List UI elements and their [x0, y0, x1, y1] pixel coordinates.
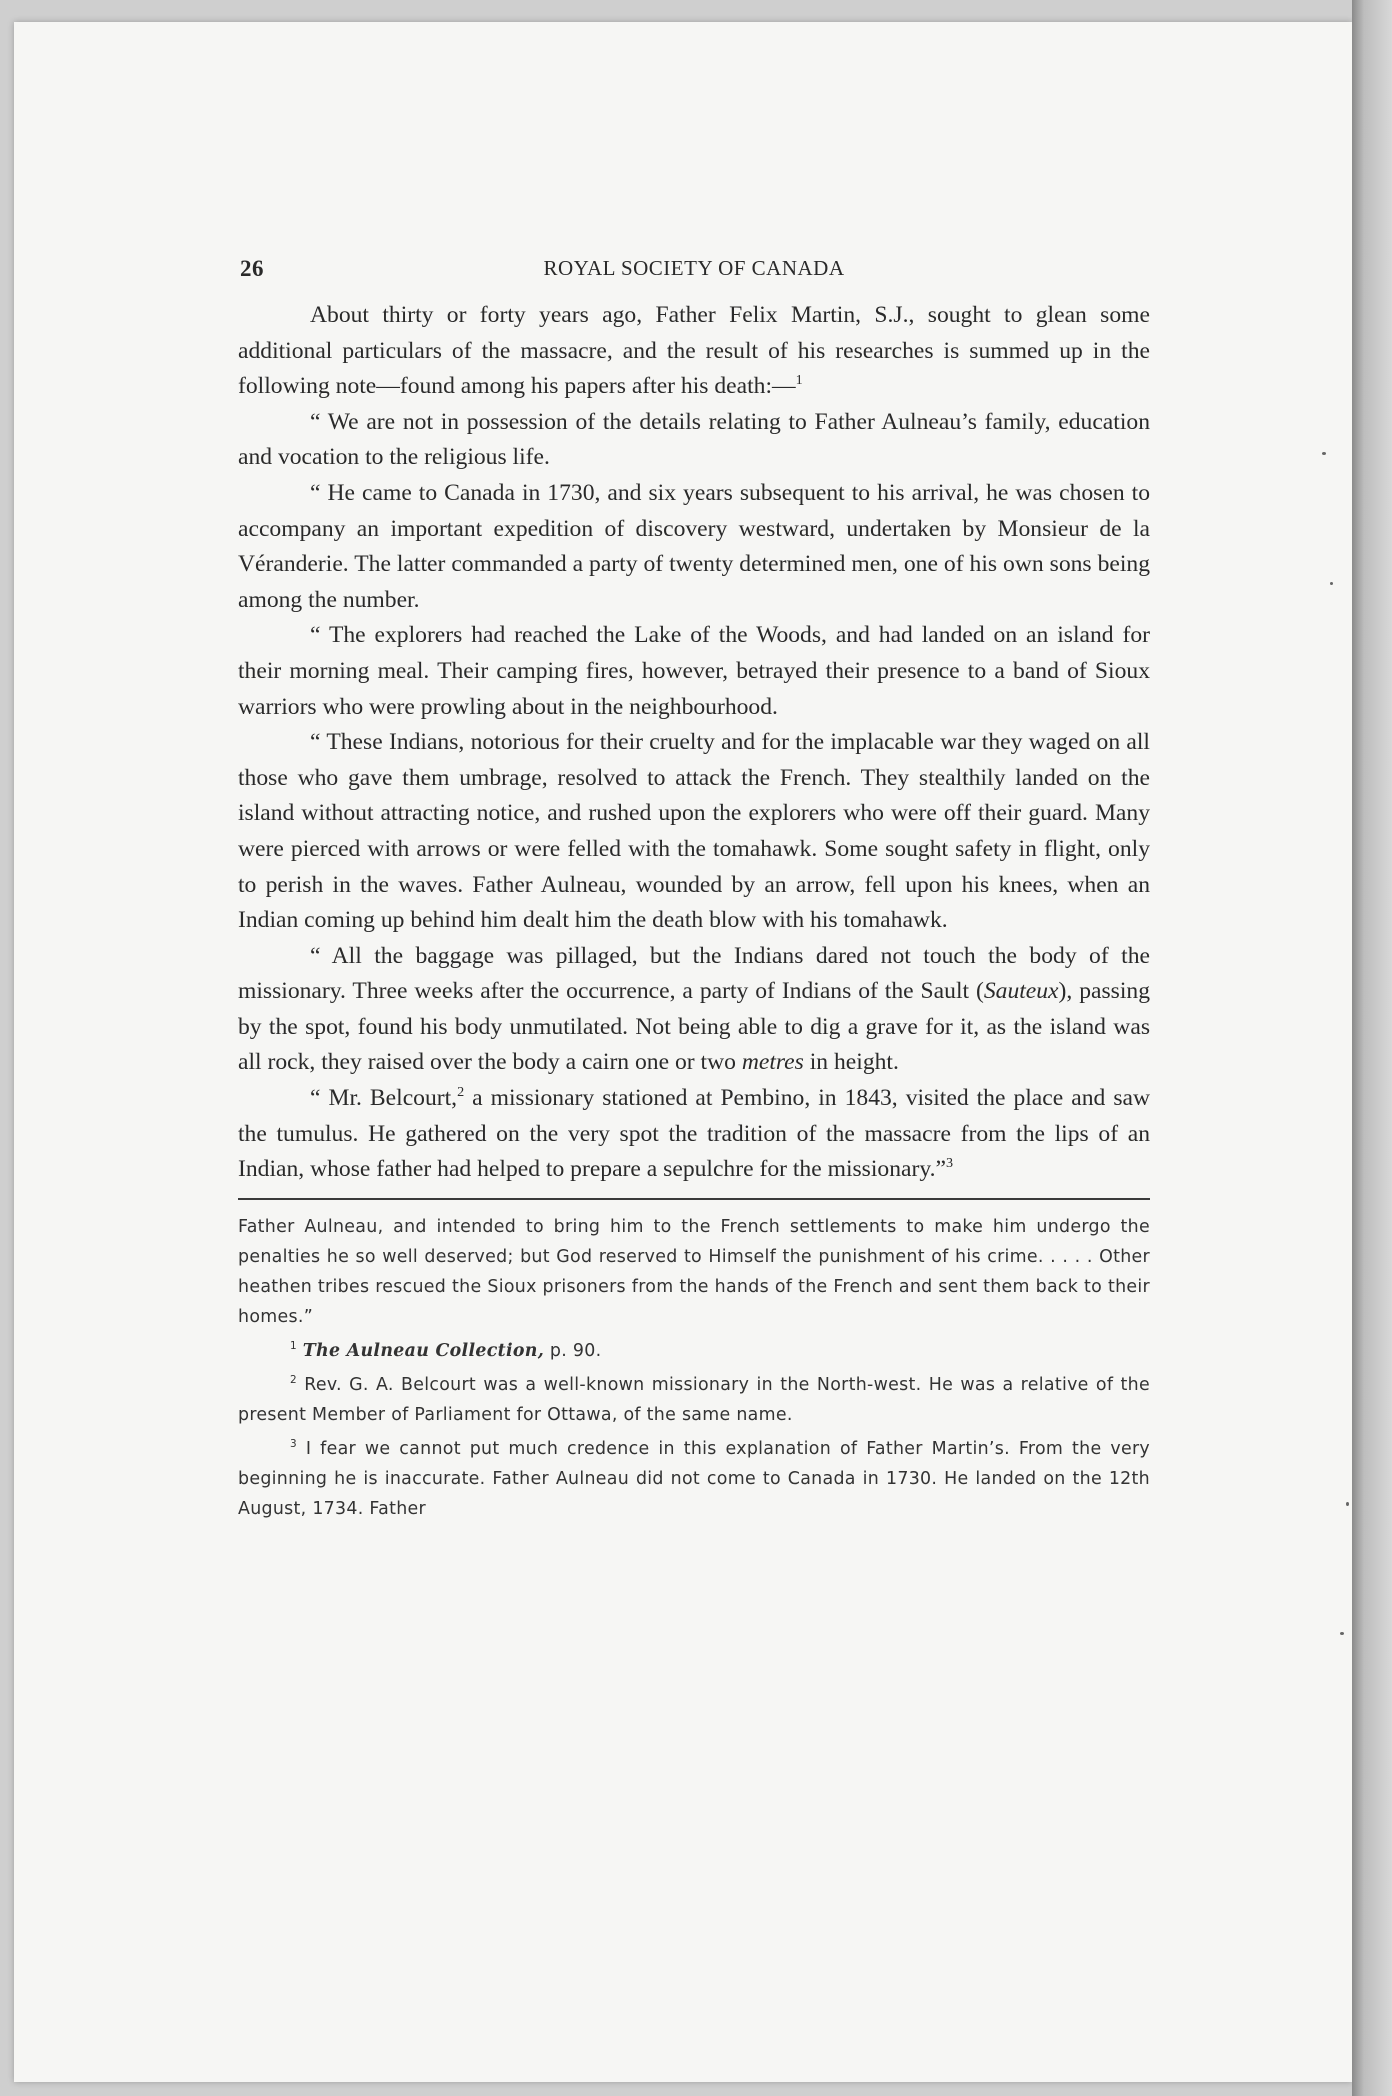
scan-speck [1330, 582, 1333, 585]
footnote-ref-3: 3 [945, 1155, 954, 1172]
scan-speck [1346, 1502, 1349, 1506]
running-head [238, 248, 1150, 288]
paragraph-1: About thirty or forty years ago, Father Felix Martin, S.J., sought to glean some additional particulars of the massacre, and the result of his researches is summed up in the following note—found among his papers after his death:—$^1$ [238, 302, 1150, 400]
footnote-ref-2: 2 [457, 1084, 465, 1101]
footnote-marker-1: 1 [290, 1340, 297, 1353]
paragraph-4: “ The explorers had reached the Lake of the Woods, and had landed on an island for their morning meal. Their camping fires, however, betrayed their presence to a band of Sioux warriors who were prowling about in the neighbourhood. [238, 622, 1150, 720]
footnote-continuation: Father Aulneau, and intended to bring him to the French settlements to make him undergo the penalties he so well deserved; but God reserved to Himself the punishment of his crime. . . . . Other heathen tribes rescued the Sioux prisoners from the hands of the French and sent them back to their homes.” [238, 1216, 1150, 1327]
paragraph-5: “ These Indians, notorious for their cruelty and for the implacable war they waged on all those who gave them umbrage, resolved to attack the French. They stealthily landed on the island without attracting notice, and rushed upon the explorers who were off their guard. Many were pierced with arrows or were felled with the tomahawk. Some sought safety in flight, only to perish in the waves. Father Aulneau, wounded by an arrow, fell upon his knees, when an Indian coming up behind him dealt him the death blow with his tomahawk. [238, 729, 1150, 934]
paragraph-7: “ Mr. Belcourt,$^2$ a missionary stationed at Pembino, in 1843, visited the place and saw the tumulus. He gathered on the very spot the tradition of the massacre from the lips of an Indian, whose father had helped to prepare a sepulchre for the missionary.”$^3$ [238, 1084, 1151, 1183]
scan-speck [1322, 452, 1326, 455]
cited-title: The Aulneau Collection, [302, 1340, 545, 1361]
footnote-2: $^2$ Rev. G. A. Belcourt was a well-known missionary in the North-west. He was a relative of the present Member of Parliament for Ottawa, of the same name. [238, 1374, 1150, 1425]
paragraph-3: “ He came to Canada in 1730, and six years subsequent to his arrival, he was chosen to accompany an important expedition of discovery westward, undertaken by Monsieur de la Véranderie. The latter commanded a party of twenty determined men, one of his own sons being among the number. [238, 479, 1150, 613]
journal-title: ROYAL SOCIETY OF CANADA [543, 256, 845, 280]
page-number: 26 [240, 256, 264, 281]
footnotes [238, 1212, 1150, 1524]
text-block [238, 248, 1150, 1528]
footnote-marker-2: 2 [290, 1374, 297, 1387]
page [14, 22, 1352, 2082]
italic-sauteux: Sauteux [983, 978, 1059, 1005]
footnote-3: $^3$ I fear we cannot put much credence in this explanation of Father Martin’s. From the very beginning he is inaccurate. Father Aulneau did not come to Canada in 1730. He landed on the 12th August, 1734. Father [238, 1438, 1150, 1519]
paragraph-2: “ We are not in possession of the details relating to Father Aulneau’s family, education and vocation to the religious life. [238, 408, 1150, 471]
scan-speck [1340, 1632, 1344, 1635]
footnote-ref-1: 1 [795, 372, 803, 389]
footnote-marker-3: 3 [290, 1438, 297, 1451]
italic-metres: metres [741, 1049, 804, 1076]
footnote-divider [238, 1198, 1150, 1200]
body-text [238, 298, 1150, 1188]
scan-edge [1352, 0, 1392, 2096]
paragraph-6: “ All the baggage was pillaged, but the Indians dared not touch the body of the missionary. Three weeks after the occurrence, a party of Indians of the Sault (Sauteux), passing by the spot, found his body unmutilated. Not being able to dig a grave for it, as the island was all rock, they raised over the body a cairn one or two metres in height. [238, 942, 1150, 1076]
footnote-1: $^1$ The Aulneau Collection, p. 90. [290, 1340, 602, 1361]
